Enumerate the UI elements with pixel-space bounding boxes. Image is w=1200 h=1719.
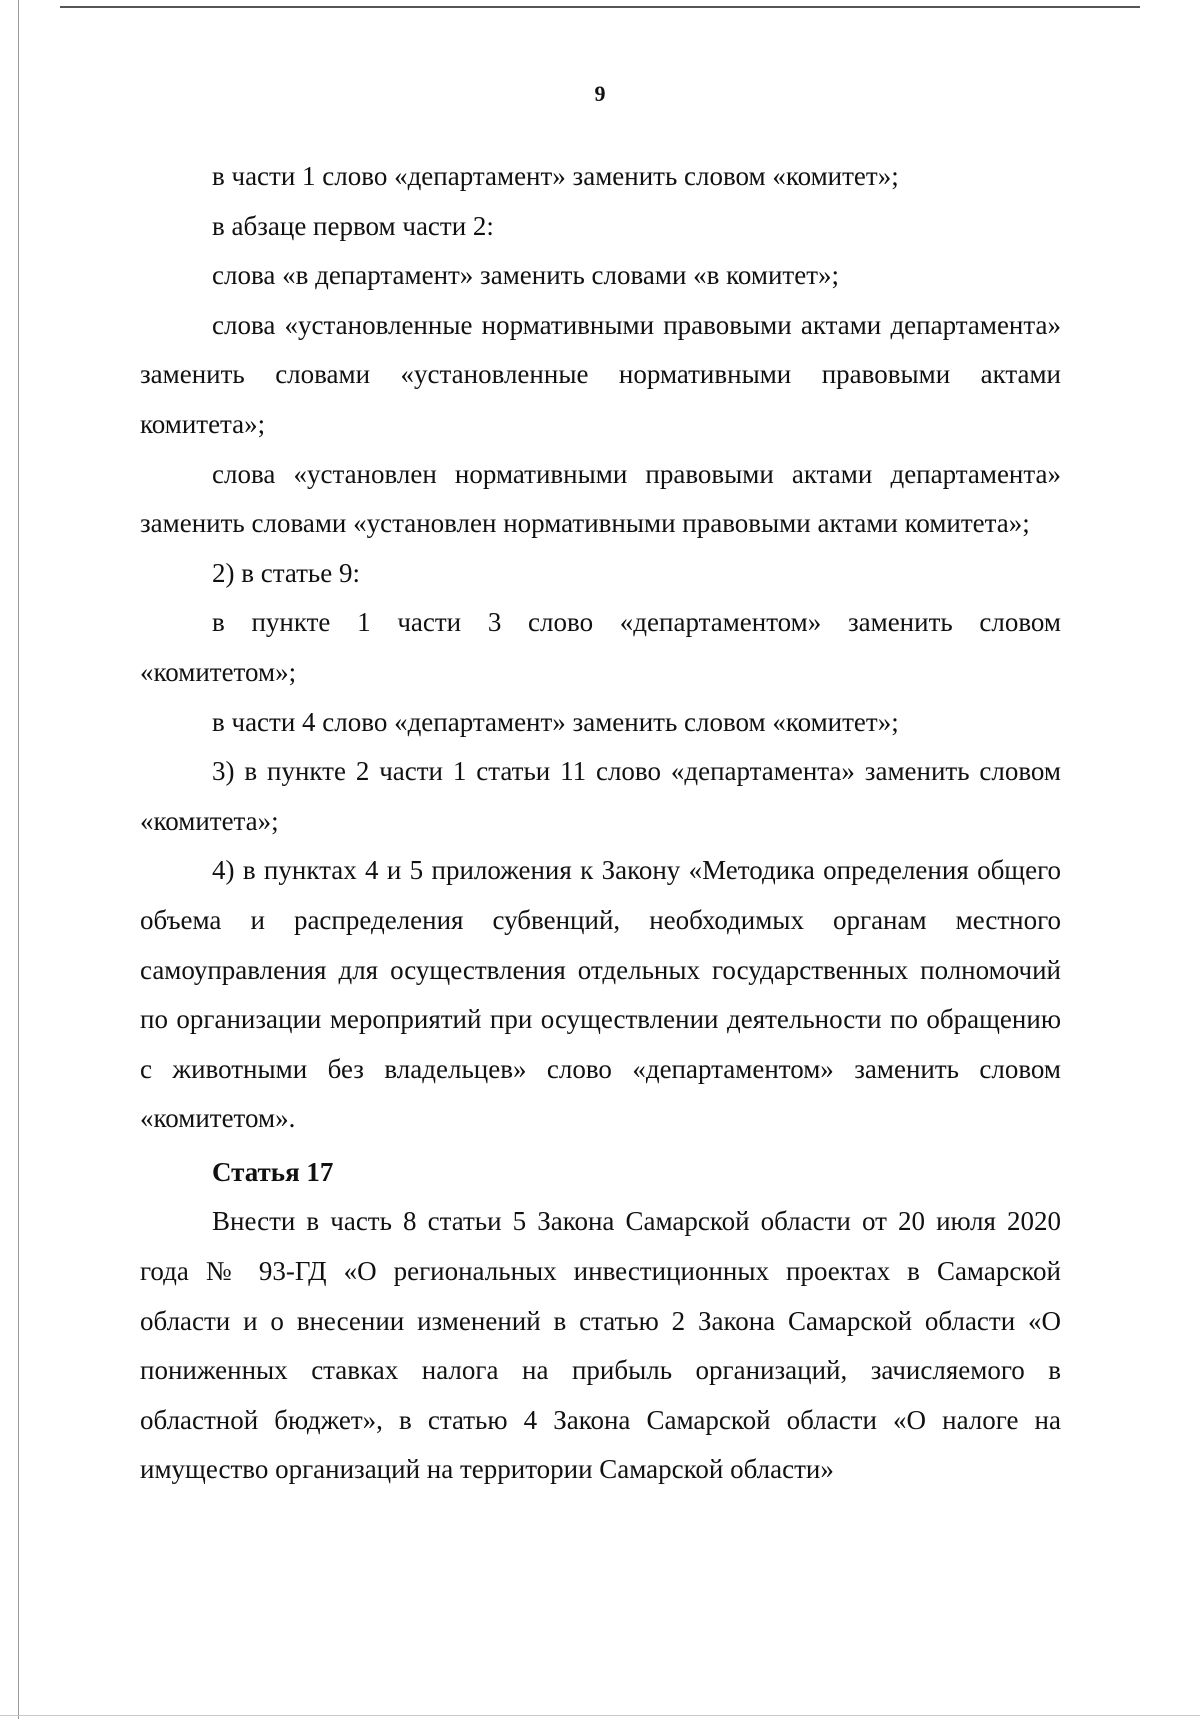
- article-paragraph: Внести в часть 8 статьи 5 Закона Самарской области от 20 июля 2020 года № 93-ГД «О региональных инвестиционных проектах в Самарской области и о внесении изменений в статью 2 Закона Самарской области «О пониженных ставках налога на прибыль организаций, зачисляемого в областной бюджет», в статью 4 Закона Самарской области «О налоге на имущество организаций на территории Самарской области»: [140, 1206, 1061, 1485]
- paragraph-6: 2) в статье 9:: [212, 557, 360, 588]
- paragraph-10: 4) в пунктах 4 и 5 приложения к Закону «Методика определения общего объема и распределения субвенций, необходимых органам местного самоуправления для осуществления отдельных государственных полномочий по организации мероприятий при осуществлении деятельности по обращению с животными без владельцев» слово «департаментом» заменить словом «комитетом».: [140, 855, 1061, 1134]
- article-heading: Статья 17: [212, 1156, 334, 1187]
- paragraph-5: слова «установлен нормативными правовыми актами департамента» заменить словами «установлен нормативными правовыми актами комитета»;: [140, 458, 1061, 539]
- paragraph-1: в части 1 слово «департамент» заменить словом «комитет»;: [212, 161, 899, 191]
- scan-left-edge: [18, 0, 19, 1719]
- page-number: 9: [594, 81, 606, 106]
- paragraph-3: слова «в департамент» заменить словами «в комитет»;: [212, 260, 840, 291]
- scan-top-edge: [60, 6, 1140, 8]
- paragraph-4: слова «установленные нормативными правовыми актами департамента» заменить словами «установленные нормативными правовыми актами комитета»;: [140, 309, 1061, 439]
- paragraph-9: 3) в пункте 2 части 1 статьи 11 слово «департамента» заменить словом «комитета»;: [140, 756, 1061, 836]
- document-body: [140, 152, 1061, 1495]
- scan-bottom-edge: [0, 1715, 1200, 1716]
- paragraph-7: в пункте 1 части 3 слово «департаментом» заменить словом «комитетом»;: [140, 607, 1061, 687]
- paragraph-2: в абзаце первом части 2:: [212, 210, 494, 241]
- paragraph-8: в части 4 слово «департамент» заменить словом «комитет»;: [212, 706, 899, 737]
